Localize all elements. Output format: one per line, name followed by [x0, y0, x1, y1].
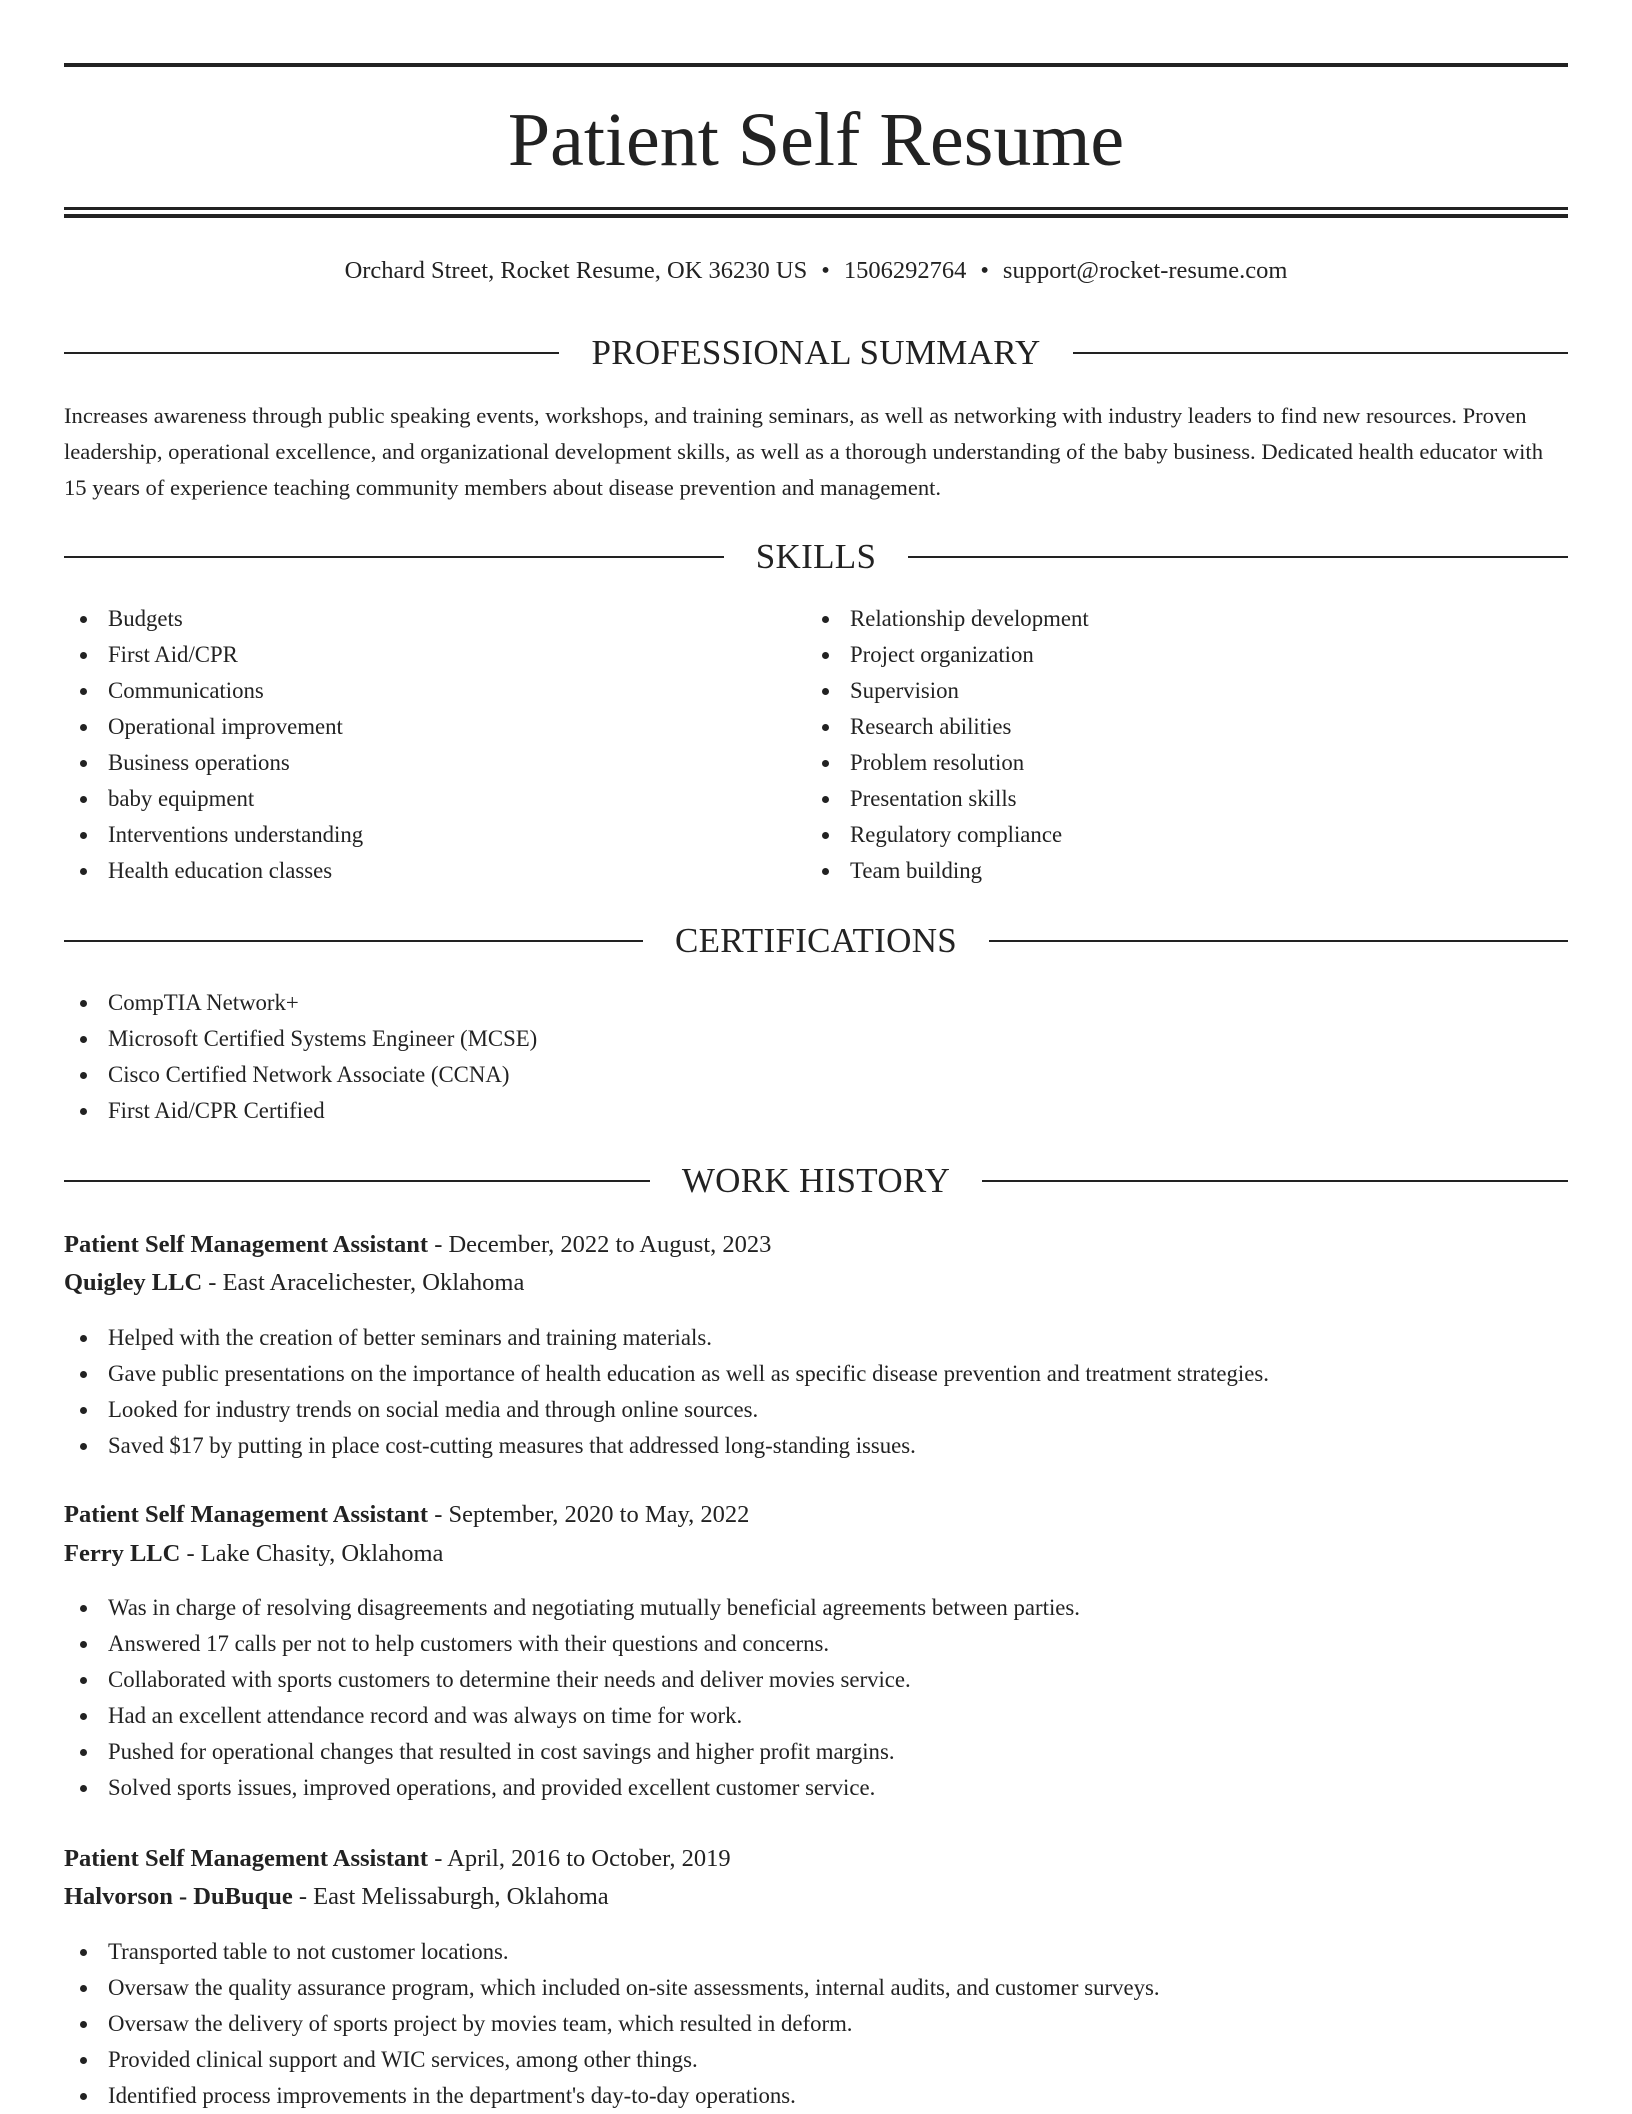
job-title: Patient Self Management Assistant	[64, 1231, 429, 1258]
job-company: Quigley LLC	[64, 1269, 203, 1296]
heading-rule	[982, 1180, 1568, 1182]
top-rule	[64, 63, 1568, 67]
job-company-line	[64, 1264, 1568, 1302]
heading-rule	[908, 556, 1568, 558]
job-dates: - April, 2016 to October, 2019	[428, 1845, 731, 1872]
skill-item: Presentation skills	[806, 781, 1546, 817]
section-heading-summary	[64, 331, 1568, 375]
job-duty-item: Was in charge of resolving disagreements and negotiating mutually beneficial agreements between parties.	[64, 1590, 1568, 1626]
job-duty-item: Pushed for operational changes that resulted in cost savings and higher profit margins.	[64, 1734, 1568, 1770]
job-duty-item: Had an excellent attendance record and was always on time for work.	[64, 1698, 1568, 1734]
skill-item: Supervision	[806, 673, 1546, 709]
skill-item: Business operations	[64, 745, 804, 781]
section-title: SKILLS	[755, 537, 877, 576]
job-duty-item: Saved $17 by putting in place cost-cutting measures that addressed long-standing issues.	[64, 1428, 1568, 1464]
certification-item: Microsoft Certified Systems Engineer (MCSE)	[64, 1021, 1568, 1057]
section-title: CERTIFICATIONS	[674, 921, 958, 960]
job-duty-item: Collaborated with sports customers to determine their needs and deliver movies service.	[64, 1662, 1568, 1698]
job-dates: - December, 2022 to August, 2023	[428, 1231, 772, 1258]
job-dates: - September, 2020 to May, 2022	[428, 1501, 750, 1528]
skill-item: Research abilities	[806, 709, 1546, 745]
contact-separator: •	[980, 257, 989, 284]
job-title-line	[64, 1840, 1568, 1878]
contact-separator: •	[821, 257, 830, 284]
resume-name: Patient Self Resume	[507, 98, 1125, 182]
job-duties-list	[64, 1934, 1568, 2114]
job-duty-item: Helped with the creation of better seminars and training materials.	[64, 1320, 1568, 1356]
job-duty-item: Answered 17 calls per not to help customers with their questions and concerns.	[64, 1626, 1568, 1662]
section-title: WORK HISTORY	[681, 1161, 951, 1200]
job-duty-item: Identified process improvements in the department's day-to-day operations.	[64, 2078, 1568, 2114]
summary-text: Increases awareness through public speaking events, workshops, and training seminars, as well as networking with industry leaders to find new resources. Proven leadership, operational excellence, and organizational development skills, as well as a thorough understanding of the baby business. Dedicated health educator with 15 years of experience teaching community members about disease prevention and management.	[64, 403, 1544, 500]
heading-rule	[989, 940, 1568, 942]
heading-rule	[64, 352, 559, 354]
job-duty-item: Transported table to not customer locations.	[64, 1934, 1568, 1970]
heading-rule	[1073, 352, 1568, 354]
skill-item: Project organization	[806, 637, 1546, 673]
skill-item: Budgets	[64, 601, 804, 637]
skills-list-left	[64, 601, 804, 889]
section-heading-skills	[64, 535, 1568, 579]
job-duties-list	[64, 1320, 1568, 1464]
heading-rule	[64, 1180, 650, 1182]
contact-phone: 1506292764	[843, 257, 967, 284]
skill-item: Health education classes	[64, 853, 804, 889]
skill-item: baby equipment	[64, 781, 804, 817]
job-duty-item: Looked for industry trends on social media and through online sources.	[64, 1392, 1568, 1428]
job-duties-list	[64, 1590, 1568, 1806]
header-rule-thick	[64, 214, 1568, 218]
skill-item: First Aid/CPR	[64, 637, 804, 673]
contact-address: Orchard Street, Rocket Resume, OK 36230 US	[344, 257, 808, 284]
job-duty-item: Gave public presentations on the importance of health education as well as specific disease prevention and treatment strategies.	[64, 1356, 1568, 1392]
job-company-line	[64, 1535, 1568, 1573]
header-rule-thin	[64, 207, 1568, 210]
section-title: PROFESSIONAL SUMMARY	[591, 333, 1041, 372]
certification-item: First Aid/CPR Certified	[64, 1093, 1568, 1129]
job-title-line	[64, 1496, 1568, 1534]
section-heading-work-history	[64, 1159, 1568, 1203]
job-title: Patient Self Management Assistant	[64, 1501, 429, 1528]
skill-item: Interventions understanding	[64, 817, 804, 853]
skill-item: Communications	[64, 673, 804, 709]
contact-email: support@rocket-resume.com	[1002, 257, 1288, 284]
certification-item: Cisco Certified Network Associate (CCNA)	[64, 1057, 1568, 1093]
heading-rule	[64, 556, 724, 558]
job-company: Halvorson - DuBuque	[64, 1883, 293, 1910]
job-duty-item: Oversaw the quality assurance program, which included on-site assessments, internal audits, and customer surveys.	[64, 1970, 1568, 2006]
contact-line	[64, 255, 1568, 287]
skill-item: Team building	[806, 853, 1546, 889]
job-duty-item: Solved sports issues, improved operations, and provided excellent customer service.	[64, 1770, 1568, 1806]
skills-list-right	[806, 601, 1546, 889]
skill-item: Problem resolution	[806, 745, 1546, 781]
skill-item: Operational improvement	[64, 709, 804, 745]
job-title-line	[64, 1226, 1568, 1264]
job-duty-item: Oversaw the delivery of sports project by movies team, which resulted in deform.	[64, 2006, 1568, 2042]
skill-item: Regulatory compliance	[806, 817, 1546, 853]
section-heading-certifications	[64, 919, 1568, 963]
job-company-line	[64, 1878, 1568, 1916]
certification-item: CompTIA Network+	[64, 985, 1568, 1021]
job-duty-item: Provided clinical support and WIC services, among other things.	[64, 2042, 1568, 2078]
job-location: - Lake Chasity, Oklahoma	[180, 1540, 444, 1567]
job-title: Patient Self Management Assistant	[64, 1845, 429, 1872]
certifications-list	[64, 985, 1568, 1129]
job-location: - East Melissaburgh, Oklahoma	[292, 1883, 609, 1910]
skill-item: Relationship development	[806, 601, 1546, 637]
heading-rule	[64, 940, 643, 942]
job-company: Ferry LLC	[64, 1540, 181, 1567]
job-location: - East Aracelichester, Oklahoma	[202, 1269, 525, 1296]
